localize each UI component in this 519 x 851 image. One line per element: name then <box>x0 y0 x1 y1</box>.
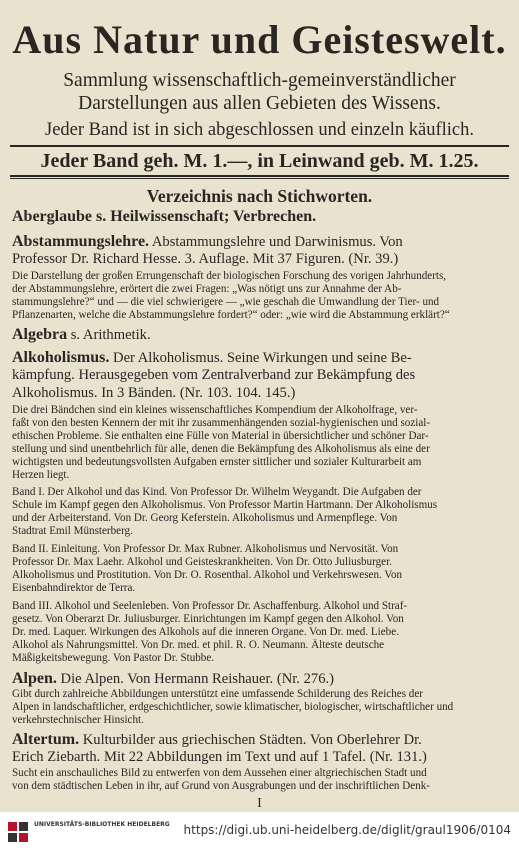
band-line: Eisenbahndirektor de Terra. <box>12 582 136 594</box>
series-subtitle-1: Sammlung wissenschaftlich-gemeinverständlicher <box>63 70 456 91</box>
text-line: Professor Dr. Richard Hesse. 3. Auflage. Mit 37 Figuren. (Nr. 39.) <box>12 251 399 267</box>
description-line: stammungslehre?“ und — die viel schwierigere — „wie geschah die Umwandlung der Tier- und <box>12 296 440 308</box>
middle-rule-thin <box>10 178 509 179</box>
series-subtitle-3: Jeder Band ist in sich abgeschlossen und einzeln käuflich. <box>45 120 474 140</box>
band-line: Band I. Der Alkohol und das Kind. Von Professor Dr. Wilhelm Weygandt. Die Aufgaben der <box>12 486 422 498</box>
entry-abstammungslehre <box>12 233 506 251</box>
text-line: kämpfung. Herausgegeben vom Zentralverband zur Bekämpfung des <box>12 367 416 383</box>
entry-text: s. Arithmetik. <box>67 327 151 343</box>
entry-alpen <box>12 670 506 688</box>
entry-text: Der Alkoholismus. Seine Wirkungen und seine Be- <box>109 350 412 366</box>
entry-aberglaube: Aberglaube s. Heilwissenschaft; Verbrechen. <box>12 208 317 225</box>
keyword: Alkoholismus. <box>12 349 110 366</box>
index-heading: Verzeichnis nach Stichworten. <box>146 186 373 206</box>
description-line: Herzen liegt. <box>12 469 70 481</box>
description-line: Pflanzenarten, welche die Abstammungslehre fordert?“ oder: „wie wird die Abstammung erklärt?“ <box>12 309 450 321</box>
entry-text: Abstammungslehre und Darwinismus. Von <box>149 234 403 250</box>
text-line: Alkoholismus. In 3 Bänden. (Nr. 103. 104. 145.) <box>12 385 296 401</box>
keyword: Altertum. <box>12 731 80 748</box>
series-title: Aus Natur und Geisteswelt. <box>12 17 507 62</box>
band-line: Alkoholismus und Prostitution. Von Dr. O. Rosenthal. Alkohol und Verkehrswesen. Von <box>12 569 403 581</box>
band-line: Professor Dr. Max Laehr. Alkohol und Geisteskrankheiten. Von Dr. Otto Juliusburger. <box>12 556 392 568</box>
price-line: Jeder Band geh. M. 1.—, in Leinwand geb. M. 1.25. <box>40 150 479 172</box>
band-line: Mäßigkeitsbewegung. Von Pastor Dr. Stubbe. <box>12 652 215 664</box>
description-line: von dem städtischen Leben in ihr, auf Grund von Ausgrabungen und der inschriftlichen Denk- <box>12 780 430 792</box>
entry-alkoholismus <box>12 349 506 367</box>
band-line: Band II. Einleitung. Von Professor Dr. Max Rubner. Alkoholismus und Nervosität. Von <box>12 543 399 555</box>
band-line: gesetz. Von Oberarzt Dr. Juliusburger. Einrichtungen im Kampf gegen den Alkohol. Von <box>12 613 404 625</box>
band-line: Schule im Kampf gegen den Alkoholismus. Von Professor Martin Hartmann. Der Alkoholismus <box>12 499 438 511</box>
band-line: Dr. med. Laquer. Wirkungen des Alkohols auf die inneren Organe. Von Dr. med. Liebe. <box>12 626 399 638</box>
description-line: faßt von den besten Kennern der mit ihr zusammenhängenden sozial-hygienischen und sozial- <box>12 417 431 429</box>
description-line: Die Darstellung der großen Errungenschaft der biologischen Forschung des vorigen Jahrhunderts, <box>12 270 447 282</box>
viewer-footer <box>0 812 519 851</box>
band-line: und der Arbeiterstand. Von Dr. Georg Keferstein. Alkoholismus und Armenpflege. Von <box>12 512 398 524</box>
band-line: Band III. Alkohol und Seelenleben. Von Professor Dr. Aschaffenburg. Alkohol und Straf- <box>12 600 408 612</box>
description-line: stellung und sind unentbehrlich für alle, denen die Bekämpfung des Alkoholismus als eine der <box>12 443 430 455</box>
description-line: Gibt durch zahlreiche Abbildungen unterstützt eine umfassende Schilderung des Reiches der <box>12 688 423 700</box>
description-line: Alpen in landschaftlicher, erdgeschichtlicher, sowie klimatischer, biologischer, wirtschaftlicher und <box>12 701 454 713</box>
entry-algebra <box>12 326 506 344</box>
keyword: Abstammungslehre. <box>12 233 150 250</box>
description-line: der Abstammungslehre, erörtert die zwei Fragen: „Was nötigt uns zur Annahme der Ab- <box>12 283 402 295</box>
description-line: verkehrstechnischer Hinsicht. <box>12 714 144 726</box>
entry-altertum <box>12 731 506 749</box>
description-line: Sucht ein anschauliches Bild zu entwerfen von dem Aussehen einer altgriechischen Stadt und <box>12 767 427 779</box>
permalink-url[interactable]: https://digi.ub.uni-heidelberg.de/diglit/graul1906/0104 <box>183 823 511 837</box>
text-line: Erich Ziebarth. Mit 22 Abbildungen im Text und auf 1 Tafel. (Nr. 131.) <box>12 749 427 765</box>
band-line: Alkohol als Nahrungsmittel. Von Dr. med. et phil. R. O. Neumann. Älteste deutsche <box>12 639 385 651</box>
keyword: Algebra <box>12 326 68 343</box>
description-line: ethischen Probleme. Sie enthalten eine Fülle von Material in übersichtlicher und schöner Dar- <box>12 430 429 442</box>
top-rule <box>10 145 509 147</box>
description-line: Die drei Bändchen sind ein kleines wissenschaftliches Kompendium der Alkoholfrage, ver- <box>12 404 418 416</box>
band-line: Stadtrat Emil Münsterberg. <box>12 525 133 537</box>
middle-rule <box>10 175 509 177</box>
library-logo-text: UNIVERSITÄTS-BIBLIOTHEK HEIDELBERG <box>34 821 170 828</box>
entry-text: Kulturbilder aus griechischen Städten. Von Oberlehrer Dr. <box>79 732 422 748</box>
entry-text: Die Alpen. Von Hermann Reishauer. (Nr. 276.) <box>56 671 335 687</box>
library-logo-icon <box>6 820 30 844</box>
keyword: Alpen. <box>12 670 57 687</box>
series-subtitle-2: Darstellungen aus allen Gebieten des Wissens. <box>78 93 441 114</box>
description-line: wichtigsten und bedeutungsvollsten Aufgaben ernster sittlicher und sozialer Kulturarbeit am <box>12 456 422 468</box>
page-number: I <box>257 796 262 811</box>
